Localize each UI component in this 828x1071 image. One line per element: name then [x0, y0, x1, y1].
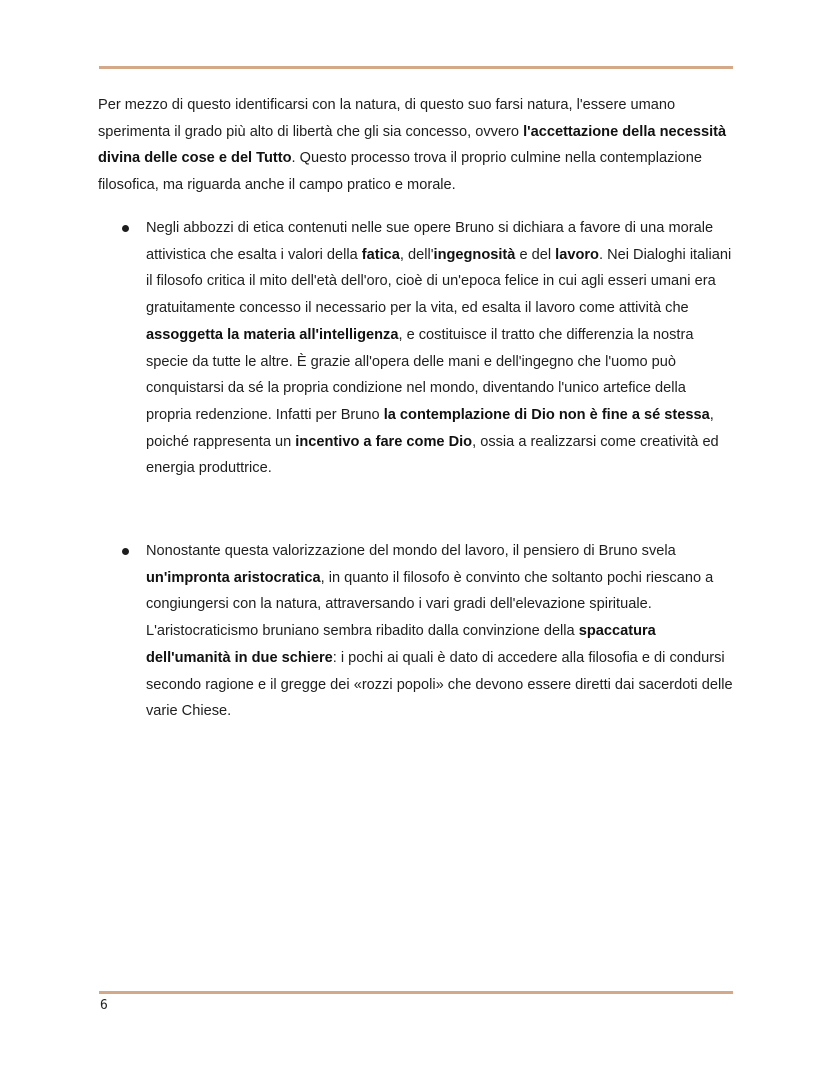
bullet-text: , e costituisce il tratto che differenzia la nostra specie da tutte le altre. È grazie all'opera delle mani e dell'ingegno che l'uomo può conquistarsi da sé la propria condizione nel mondo, diventando l'unico artefice della propria redenzione. Infatti per Bruno [146, 326, 694, 423]
bullet-list-work-ethic [98, 215, 734, 482]
bullet-item-work-ethic [98, 215, 734, 482]
header-rule [99, 66, 733, 69]
footer-rule [99, 991, 733, 994]
bullet-text: , in quanto il filosofo è convinto che soltanto pochi riescano a congiungersi con la natura, attraversando i vari gradi dell'elevazione spirituale. L'aristocraticismo bruniano sembra ribadito dalla convinzione della [146, 569, 714, 640]
intro-paragraph [98, 92, 734, 199]
intro-text: Per mezzo di questo identificarsi con la natura, di questo suo farsi natura, l'essere umano sperimenta il grado più alto di libertà che gli sia concesso, ovvero [98, 97, 676, 140]
bullet-text: , poiché rappresenta un [146, 406, 714, 450]
bullet-bold: un'impronta aristocratica [146, 569, 321, 586]
bullet-text: . Nei Dialoghi italiani il filosofo critica il mito dell'età dell'oro, cioè di un'epoca felice in cui agli esseri umani era gratuitamente concesso il necessario per la vita, ed esalta il lavoro come attività che [146, 246, 732, 317]
bullet-text: e del [515, 246, 556, 263]
bullet-bold: incentivo a fare come Dio [295, 433, 473, 450]
bullet-bold: assoggetta la materia all'intelligenza [146, 326, 399, 343]
bullet-text: , dell' [399, 246, 434, 263]
bullet-list-aristocratic [98, 538, 734, 725]
bullet-bold: lavoro [555, 246, 599, 263]
bullet-bold: fatica [361, 246, 400, 263]
bullet-text: , ossia a realizzarsi come creatività ed energia produttrice. [146, 433, 719, 477]
intro-bold: l'accettazione della necessità divina delle cose e del Tutto [98, 123, 727, 167]
bullet-dot-icon [122, 225, 129, 232]
bullet-item-aristocratic [98, 538, 734, 725]
bullet-dot-icon [122, 548, 129, 555]
bullet-bold: la contemplazione di Dio non è fine a sé stessa [383, 406, 710, 423]
page-number: 6 [100, 998, 108, 1013]
intro-text: . Questo processo trova il proprio culmine nella contemplazione filosofica, ma riguarda anche il campo pratico e morale. [98, 150, 703, 194]
bullet-text: : i pochi ai quali è dato di accedere alla filosofia e di condursi secondo ragione e il gregge dei «rozzi popoli» che devono essere diretti dai sacerdoti delle varie Chiese. [146, 649, 733, 720]
bullet-bold: ingegnosità [433, 246, 516, 263]
bullet-text: Nonostante questa valorizzazione del mondo del lavoro, il pensiero di Bruno svela [146, 543, 676, 559]
bullet-text: Negli abbozzi di etica contenuti nelle sue opere Bruno si dichiara a favore di una morale attivistica che esalta i valori della [146, 220, 714, 263]
bullet-bold: spaccatura dell'umanità in due schiere [146, 623, 656, 666]
